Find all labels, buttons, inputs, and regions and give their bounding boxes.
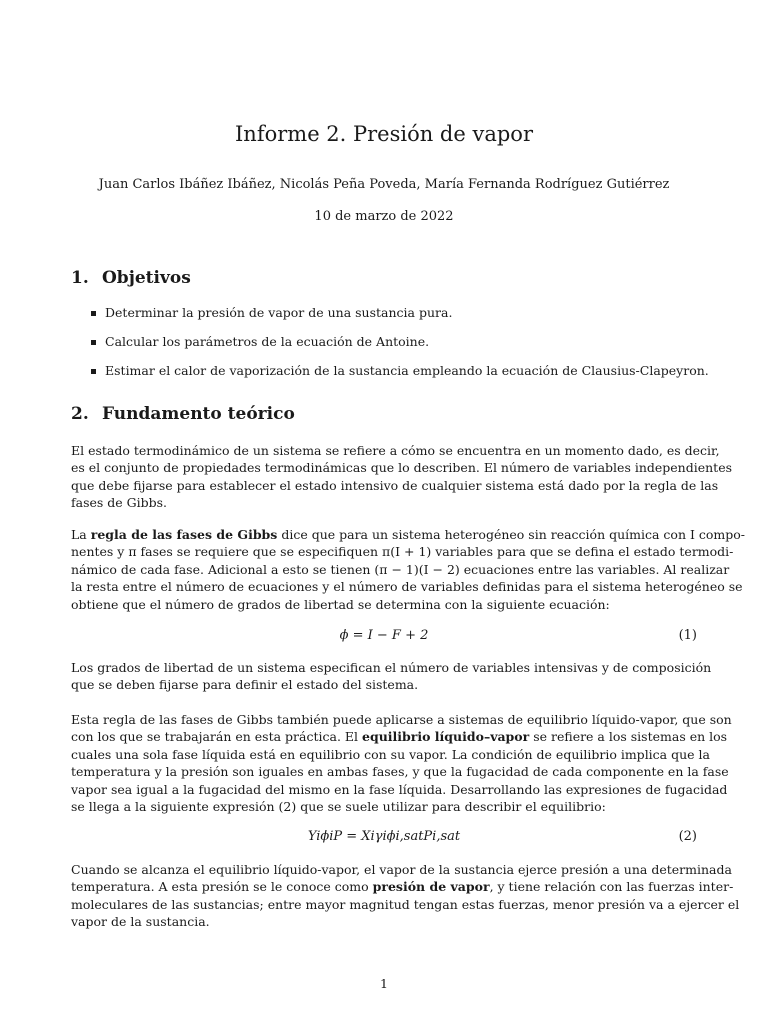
paragraph-line: moleculares de las sustancias; entre mayor magnitud tengan estas fuerzas, menor presión va a ejercer el — [71, 896, 740, 912]
bullet-square-icon — [91, 340, 96, 345]
paragraph-line — [71, 878, 734, 895]
section-number: 1. — [71, 268, 89, 288]
bullet-square-icon — [91, 369, 96, 374]
list-item — [90, 363, 730, 392]
bold-term: equilibrio líquido–vapor — [362, 729, 530, 745]
equation-expression: ϕ = I − F + 2 — [339, 628, 429, 643]
paragraph — [71, 442, 733, 512]
text-run: dice que para un sistema heterogéneo sin reacción química con I compo- — [277, 527, 746, 542]
section-heading-fundamento — [71, 404, 295, 424]
paragraph-line: Cuando se alcanza el equilibrio líquido-vapor, el vapor de la sustancia ejerce presión a una determinada — [71, 862, 732, 877]
list-item — [90, 334, 730, 363]
paragraph-line: fases de Gibbs. — [71, 495, 168, 511]
paragraph-line: El estado termodinámico de un sistema se refiere a cómo se encuentra en un momento dado, es decir, — [71, 443, 720, 458]
paragraph-line — [71, 526, 746, 543]
text-run: , y tiene relación con las fuerzas inter- — [489, 879, 734, 895]
paragraph-line: la resta entre el número de ecuaciones y el número de variables definidas para el sistema heterogéneo se — [71, 579, 743, 595]
bold-term: presión de vapor — [372, 879, 490, 895]
paragraph-line: námico de cada fase. Adicional a esto se tienen (π − 1)(I − 2) ecuaciones entre las variables. Al realizar — [71, 561, 730, 577]
paragraph-line: se llega a la siguiente expresión (2) que se suele utilizar para describir el equilibrio: — [71, 798, 606, 814]
paragraph-line: nentes y π fases se requiere que se especifiquen π(I + 1) variables para que se defina el estado termodi- — [71, 544, 734, 560]
objectives-list — [90, 305, 730, 392]
paragraph-line: cuales una sola fase líquida está en equilibrio con su vapor. La condición de equilibrio implica que la — [71, 746, 710, 762]
equation-expression: YiϕiP = Xiγiϕi,satPi,sat — [307, 829, 461, 844]
list-item-text: Determinar la presión de vapor de una sustancia pura. — [105, 305, 453, 320]
paragraph-line: es el conjunto de propiedades termodinámicas que lo describen. El número de variables independientes — [71, 460, 733, 476]
equation-number: (1) — [678, 628, 697, 643]
list-item-text: Estimar el calor de vaporización de la sustancia empleando la ecuación de Clausius-Clapeyron. — [105, 363, 709, 378]
paragraph-line: que debe fijarse para establecer el estado intensivo de cualquier sistema está dado por la regla de las — [71, 477, 719, 493]
equation-2 — [71, 829, 697, 849]
page-number: 1 — [380, 976, 388, 991]
text-run: temperatura. A esta presión se le conoce como — [71, 879, 373, 895]
bullet-square-icon — [91, 311, 96, 316]
document-title: Informe 2. Presión de vapor — [235, 122, 533, 146]
section-number: 2. — [71, 404, 89, 424]
paragraph — [71, 711, 732, 815]
paragraph — [71, 526, 746, 613]
paragraph-line — [71, 728, 728, 745]
list-item — [90, 305, 730, 334]
paragraph-line: vapor sea igual a la fugacidad del mismo en la fase líquida. Desarrollando las expresiones de fugacidad — [71, 781, 728, 797]
paragraph — [71, 659, 712, 694]
list-item-text: Calcular los parámetros de la ecuación de Antoine. — [105, 334, 430, 349]
paragraph-line: que se deben fijarse para definir el estado del sistema. — [71, 677, 419, 693]
document-date: 10 de marzo de 2022 — [314, 209, 454, 224]
text-run: La — [71, 527, 91, 542]
text-run: con los que se trabajarán en esta práctica. El — [71, 729, 362, 745]
paragraph-line: obtiene que el número de grados de libertad se determina con la siguiente ecuación: — [71, 596, 610, 612]
paragraph-line: Los grados de libertad de un sistema especifican el número de variables intensivas y de composición — [71, 660, 712, 675]
paragraph-line: vapor de la sustancia. — [71, 914, 210, 930]
section-title: Fundamento teórico — [102, 404, 295, 424]
paragraph-line: Esta regla de las fases de Gibbs también puede aplicarse a sistemas de equilibrio líquido-vapor, que son — [71, 712, 732, 727]
section-heading-objetivos — [71, 268, 191, 288]
equation-1 — [71, 628, 697, 648]
authors: Juan Carlos Ibáñez Ibáñez, Nicolás Peña Poveda, María Fernanda Rodríguez Gutiérrez — [98, 177, 670, 192]
section-title: Objetivos — [102, 268, 191, 288]
paragraph-line: temperatura y la presión son iguales en ambas fases, y que la fugacidad de cada componente en la fase — [71, 764, 729, 780]
text-run: se refiere a los sistemas en los — [529, 729, 728, 745]
equation-number: (2) — [678, 829, 697, 844]
bold-term: regla de las fases de Gibbs — [90, 527, 278, 542]
paragraph — [71, 861, 740, 931]
